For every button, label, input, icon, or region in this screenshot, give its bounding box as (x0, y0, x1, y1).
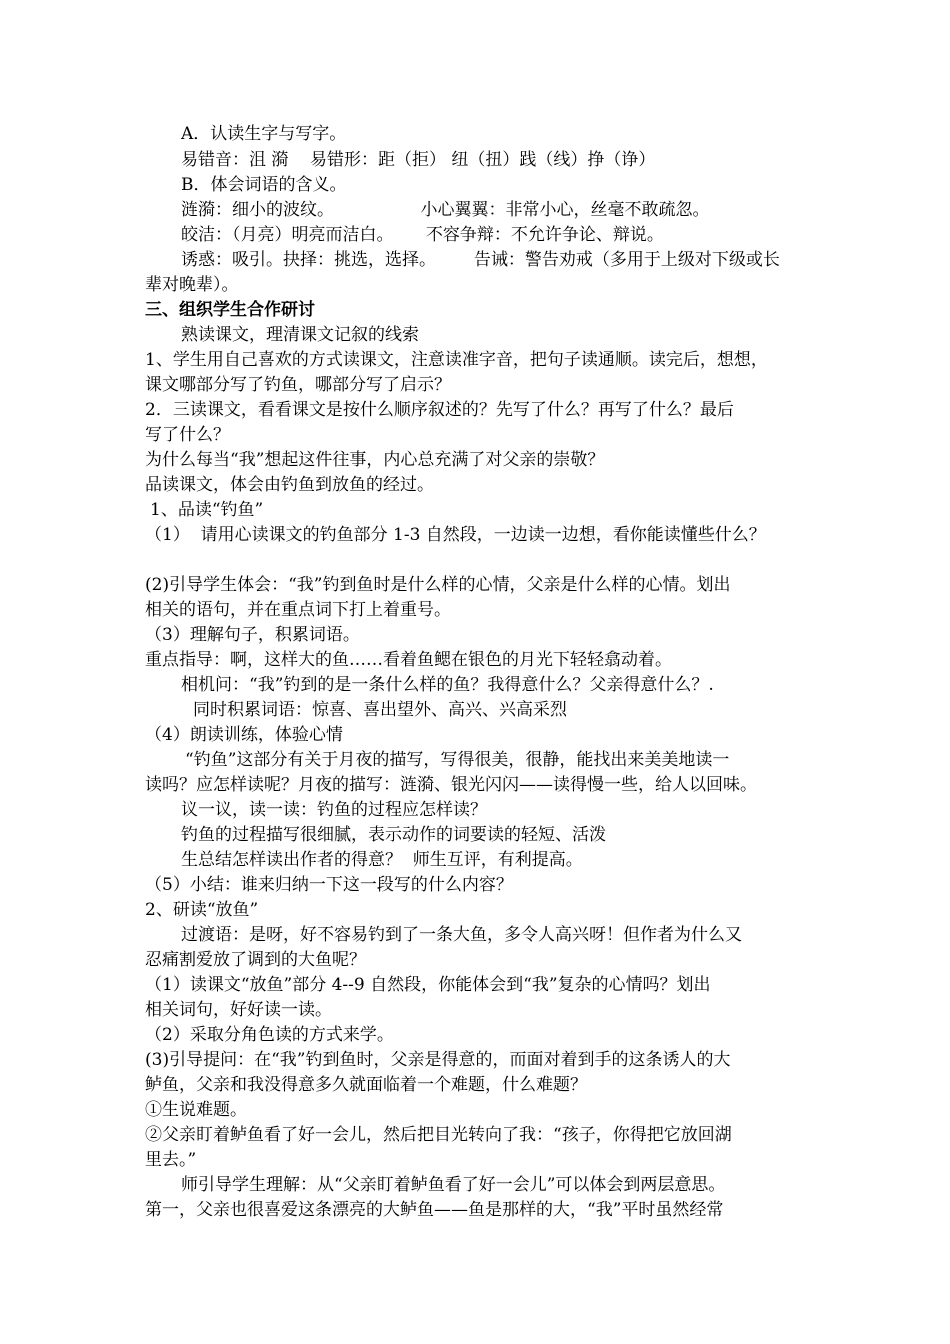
text-line: 1、学生用自己喜欢的方式读课文，注意读准字音，把句子读通顺。读完后，想想， (145, 350, 768, 370)
text-line: 忍痛割爱放了调到的大鱼呢？ (145, 950, 366, 970)
text-line: ①生说难题。 (145, 1100, 247, 1120)
text-line: 品读课文，体会由钓鱼到放鱼的经过。 (145, 475, 434, 495)
text-line: （2）采取分角色读的方式来学。 (145, 1025, 394, 1045)
text-line: 诱惑：吸引。抉择：挑选，选择。 告诫：警告劝戒（多用于上级对下级或长 (181, 250, 780, 270)
text-line: （4）朗读训练，体验心情 (145, 725, 343, 745)
text-line: 鲈鱼，父亲和我没得意多久就面临着一个难题，什么难题？ (145, 1075, 587, 1095)
text-line: （5）小结：谁来归纳一下这一段写的什么内容？ (145, 875, 513, 895)
text-line: 议一议，读一读：钓鱼的过程应怎样读？ (181, 800, 487, 820)
text-line: （3）理解句子，积累词语。 (145, 625, 360, 645)
text-line: 相关的语句，并在重点词下打上着重号。 (145, 600, 451, 620)
text-line: 皎洁：（月亮）明亮而洁白。 不容争辩：不允许争论、辩说。 (181, 225, 664, 245)
text-line: 写了什么？ (145, 425, 230, 445)
text-line: 为什么每当“我”想起这件往事，内心总充满了对父亲的崇敬？ (145, 450, 605, 470)
text-line: 1、品读“钓鱼” (150, 500, 264, 520)
text-line: 第一，父亲也很喜爱这条漂亮的大鲈鱼——鱼是那样的大，“我”平时虽然经常 (145, 1200, 724, 1220)
text-line: 相机问：“我”钓到的是一条什么样的鱼？我得意什么？父亲得意什么？. (181, 675, 714, 695)
text-line: 2．三读课文，看看课文是按什么顺序叙述的？先写了什么？再写了什么？最后 (145, 400, 734, 420)
text-line: 过渡语：是呀，好不容易钓到了一条大鱼，多令人高兴呀！但作者为什么又 (181, 925, 742, 945)
text-line: 重点指导：啊，这样大的鱼……看着鱼鳃在银色的月光下轻轻翕动着。 (145, 650, 672, 670)
text-line: 辈对晚辈）。 (145, 275, 239, 295)
text-line: （1） 请用心读课文的钓鱼部分 1-3 自然段，一边读一边想，看你能读懂些什么？ (145, 525, 766, 545)
section-heading: 三、组织学生合作研讨 (145, 300, 315, 320)
text-line: (2)引导学生体会：“我”钓到鱼时是什么样的心情，父亲是什么样的心情。划出 (145, 575, 731, 595)
text-line: 同时积累词语：惊喜、喜出望外、高兴、兴高采烈 (193, 700, 567, 720)
text-line: “钓鱼”这部分有关于月夜的描写，写得很美，很静，能找出来美美地读一 (185, 750, 730, 770)
text-line: (3)引导提问：在“我”钓到鱼时，父亲是得意的，而面对着到手的这条诱人的大 (145, 1050, 731, 1070)
text-line: 读吗？应怎样读呢？月夜的描写：涟漪、银光闪闪——读得慢一些，给人以回味。 (145, 775, 757, 795)
text-line: 钓鱼的过程描写很细腻，表示动作的词要读的轻短、活泼 (181, 825, 606, 845)
text-line: （1）读课文“放鱼”部分 4--9 自然段，你能体会到“我”复杂的心情吗？划出 (145, 975, 711, 995)
text-line: 生总结怎样读出作者的得意？ 师生互评，有利提高。 (181, 850, 583, 870)
text-line: 课文哪部分写了钓鱼，哪部分写了启示？ (145, 375, 451, 395)
text-line: 易错音：沮 漪 易错形：距（拒） 纽（扭）践（线）挣（诤） (181, 150, 656, 170)
text-line: 师引导学生理解：从“父亲盯着鲈鱼看了好一会儿”可以体会到两层意思。 (181, 1175, 726, 1195)
text-line: 涟漪：细小的波纹。 小心翼翼：非常小心，丝毫不敢疏忽。 (181, 200, 710, 220)
text-line: 相关词句，好好读一读。 (145, 1000, 332, 1020)
text-line: 里去。” (145, 1150, 197, 1170)
text-line: A．认读生字与写字。 (181, 124, 347, 144)
text-line: 熟读课文，理清课文记叙的线索 (181, 325, 419, 345)
text-line: B．体会词语的含义。 (181, 175, 347, 195)
text-line: 2、研读“放鱼” (145, 900, 259, 920)
text-line: ②父亲盯着鲈鱼看了好一会儿，然后把目光转向了我：“孩子，你得把它放回湖 (145, 1125, 732, 1145)
